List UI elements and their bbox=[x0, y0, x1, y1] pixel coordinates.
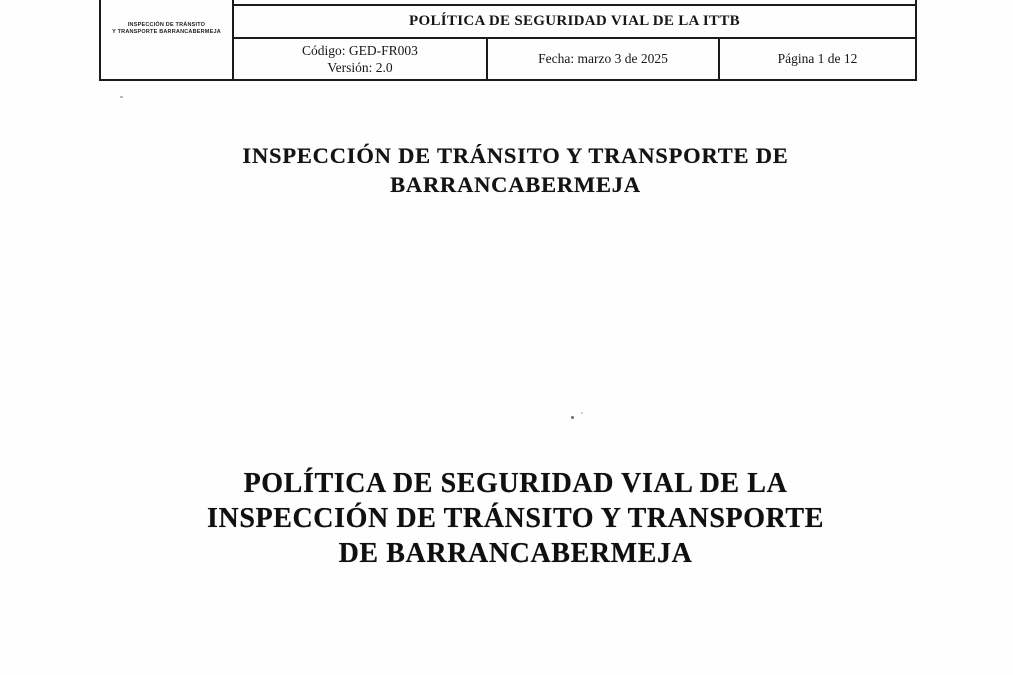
document-title-cell: POLÍTICA DE SEGURIDAD VIAL DE LA ITTB bbox=[234, 6, 915, 39]
scan-speck bbox=[838, 59, 840, 61]
main-document-title bbox=[9, 466, 1013, 571]
scan-speck bbox=[581, 412, 583, 414]
page-number-cell: Página 1 de 12 bbox=[777, 51, 858, 66]
logo-cell bbox=[101, 0, 234, 79]
header-meta-row bbox=[234, 39, 915, 79]
document-header-table bbox=[99, 0, 917, 81]
header-right-columns bbox=[234, 0, 915, 79]
scan-speck bbox=[120, 96, 123, 98]
main-title-line1: POLÍTICA DE SEGURIDAD VIAL DE LA bbox=[243, 468, 788, 499]
institution-heading-line1: INSPECCIÓN DE TRÁNSITO Y TRANSPORTE DE bbox=[242, 143, 789, 168]
code-label: Código: GED-FR003 bbox=[302, 43, 418, 58]
date-cell: Fecha: marzo 3 de 2025 bbox=[488, 39, 720, 79]
institution-heading-line2: BARRANCABERMEJA bbox=[390, 172, 641, 197]
version-label: Versión: 2.0 bbox=[327, 60, 393, 75]
code-version-cell bbox=[234, 39, 488, 79]
org-name-line1: INSPECCIÓN DE TRÁNSITO bbox=[127, 22, 206, 28]
main-title-line2: INSPECCIÓN DE TRÁNSITO Y TRANSPORTE bbox=[207, 503, 824, 534]
institution-heading bbox=[9, 141, 1013, 199]
org-name-line2: Y TRANSPORTE BARRANCABERMEJA bbox=[112, 29, 221, 35]
main-title-line3: DE BARRANCABERMEJA bbox=[338, 538, 693, 569]
org-name bbox=[101, 22, 232, 36]
scan-speck bbox=[571, 416, 574, 419]
